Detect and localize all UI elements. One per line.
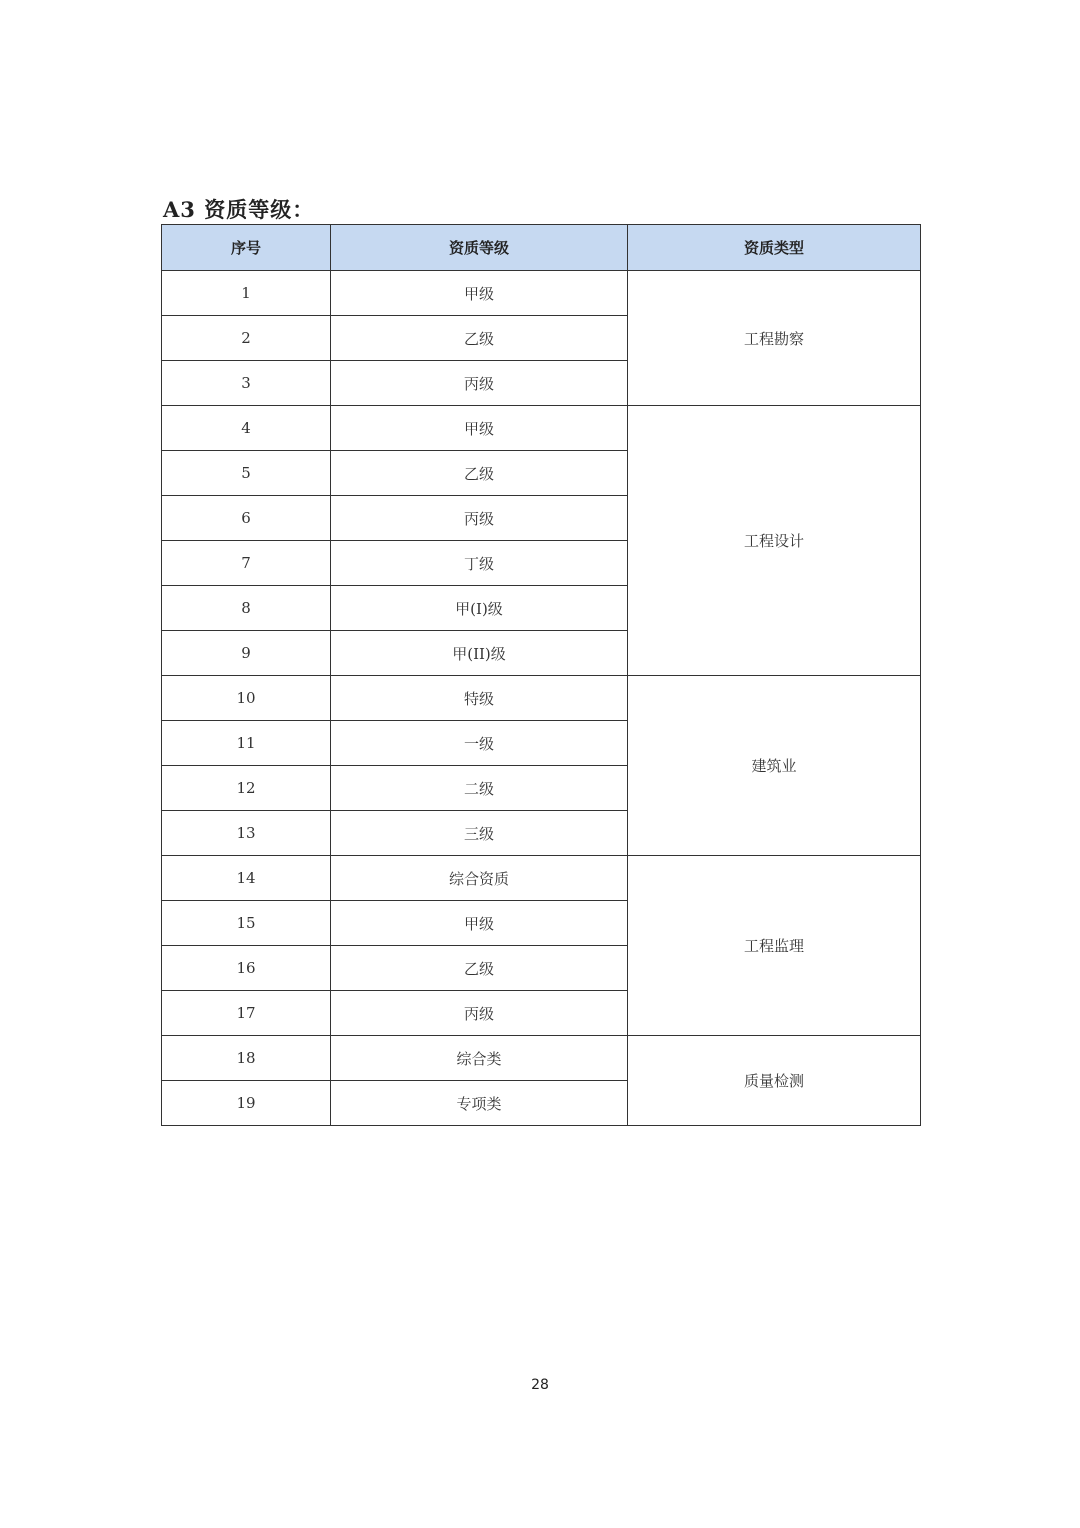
table-row xyxy=(162,271,921,316)
cell-serial-number: 14 xyxy=(162,856,331,901)
cell-qualification-level: 丙级 xyxy=(331,361,628,406)
table-row xyxy=(162,1036,921,1081)
cell-qualification-level: 丙级 xyxy=(331,496,628,541)
cell-qualification-type: 工程勘察 xyxy=(628,271,921,406)
cell-qualification-level: 乙级 xyxy=(331,451,628,496)
cell-serial-number: 6 xyxy=(162,496,331,541)
cell-qualification-level: 二级 xyxy=(331,766,628,811)
cell-serial-number: 5 xyxy=(162,451,331,496)
cell-qualification-level: 特级 xyxy=(331,676,628,721)
cell-serial-number: 7 xyxy=(162,541,331,586)
cell-serial-number: 17 xyxy=(162,991,331,1036)
cell-qualification-level: 乙级 xyxy=(331,946,628,991)
cell-serial-number: 13 xyxy=(162,811,331,856)
header-qualification-level: 资质等级 xyxy=(331,225,628,271)
cell-qualification-level: 三级 xyxy=(331,811,628,856)
cell-serial-number: 8 xyxy=(162,586,331,631)
cell-serial-number: 15 xyxy=(162,901,331,946)
cell-serial-number: 16 xyxy=(162,946,331,991)
cell-qualification-level: 甲级 xyxy=(331,406,628,451)
table-body xyxy=(162,271,921,1126)
cell-qualification-type: 工程监理 xyxy=(628,856,921,1036)
cell-serial-number: 2 xyxy=(162,316,331,361)
qualification-table xyxy=(161,224,921,1126)
cell-qualification-level: 丙级 xyxy=(331,991,628,1036)
header-serial-number: 序号 xyxy=(162,225,331,271)
cell-serial-number: 19 xyxy=(162,1081,331,1126)
table-row xyxy=(162,676,921,721)
cell-serial-number: 12 xyxy=(162,766,331,811)
cell-serial-number: 9 xyxy=(162,631,331,676)
cell-qualification-level: 乙级 xyxy=(331,316,628,361)
cell-qualification-type: 质量检测 xyxy=(628,1036,921,1126)
cell-qualification-level: 丁级 xyxy=(331,541,628,586)
cell-qualification-level: 综合类 xyxy=(331,1036,628,1081)
table-row xyxy=(162,406,921,451)
cell-serial-number: 11 xyxy=(162,721,331,766)
cell-qualification-level: 一级 xyxy=(331,721,628,766)
cell-serial-number: 4 xyxy=(162,406,331,451)
cell-qualification-level: 甲级 xyxy=(331,901,628,946)
cell-qualification-level: 甲(I)级 xyxy=(331,586,628,631)
cell-serial-number: 3 xyxy=(162,361,331,406)
table-header xyxy=(162,225,921,271)
cell-qualification-type: 工程设计 xyxy=(628,406,921,676)
cell-qualification-level: 综合资质 xyxy=(331,856,628,901)
cell-qualification-level: 专项类 xyxy=(331,1081,628,1126)
section-title: A3 资质等级： xyxy=(163,197,315,222)
cell-serial-number: 18 xyxy=(162,1036,331,1081)
header-row xyxy=(162,225,921,271)
cell-serial-number: 10 xyxy=(162,676,331,721)
cell-serial-number: 1 xyxy=(162,271,331,316)
cell-qualification-type: 建筑业 xyxy=(628,676,921,856)
cell-qualification-level: 甲(II)级 xyxy=(331,631,628,676)
header-qualification-type: 资质类型 xyxy=(628,225,921,271)
table-row xyxy=(162,856,921,901)
cell-qualification-level: 甲级 xyxy=(331,271,628,316)
page-number: 28 xyxy=(531,1377,549,1393)
